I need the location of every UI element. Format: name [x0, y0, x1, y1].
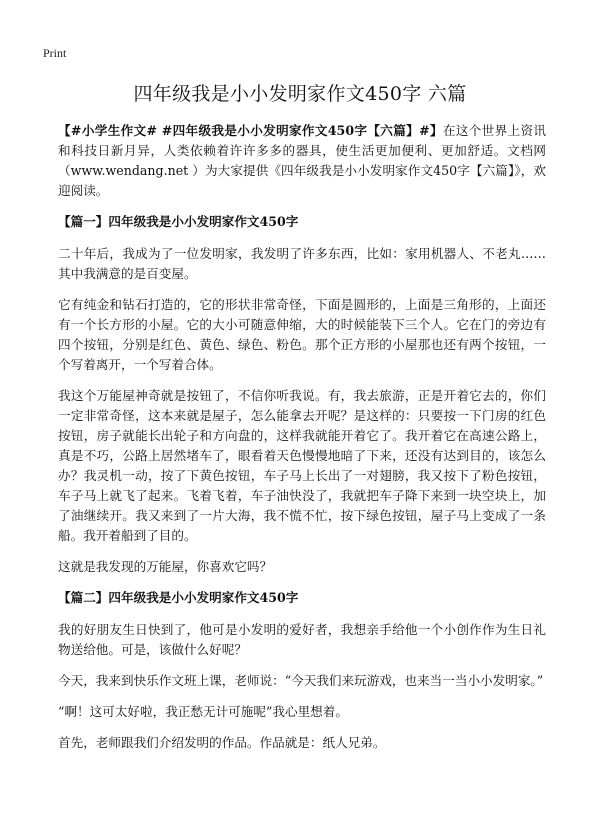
intro-paragraph — [58, 121, 546, 201]
paragraph: 我这个万能屋神奇就是按钮了，不信你听我说。有，我去旅游，正是开着它去的，你们一定非常奇怪，这本来就是屋子，怎么能拿去开呢？是这样的：只要按一下门房的红色按钮，房子就能长出轮子和方向盘的，这样我就能开着它了。我开着它在高速公路上，真是不巧，公路上居然堵车了，眼看着天色慢慢地暗了下来，还没有达到目的，该怎么办？我灵机一动，按了下黄色按钮，车子马上长出了一对翅膀，我又按下了粉色按钮，车子马上就飞了起来。飞着飞着，车子油快没了，我就把车子降下来到一块空块上，加了油继续开。我又来到了一片大海，我不慌不忙，按下绿色按钮，屋子马上变成了一条船。我开着船到了目的。 — [58, 388, 546, 543]
paragraph: 我的好朋友生日快到了，他可是小发明的爱好者，我想亲手给他一个小创作作为生日礼物送给他。可是，该做什么好呢？ — [58, 622, 546, 657]
document-title: 四年级我是小小发明家作文450字 六篇 — [133, 83, 467, 105]
paragraph: 这就是我发现的万能屋，你喜欢它吗？ — [58, 559, 273, 574]
paragraph: 它有纯金和钻石打造的，它的形状非常奇怪，下面是圆形的，上面是三角形的，上面还有一个长方形的小屋。它的大小可随意伸缩，大的时候能装下三个人。它在门的旁边有四个按钮，分别是红色、黄色、绿色、粉色。那个正方形的小屋那也还有两个按钮，一个写着离开，一个写着合体。 — [58, 297, 546, 372]
intro-text: 在这个世界上资讯和科技日新月异，人类依赖着许许多多的器具，使生活更加便利、更加舒适。文档网（www.wendang.net ）为大家提供《四年级我是小小发明家作文450字【六篇】》，欢迎阅读。 — [58, 123, 546, 198]
paragraph: 首先，老师跟我们介绍发明的作品。作品就是：纸人兄弟。 — [58, 735, 386, 750]
paragraph: “啊！这可太好啦，我正愁无计可施呢”我心里想着。 — [58, 704, 348, 719]
section-heading-2: 【篇二】四年级我是小小发明家作文450字 — [58, 590, 299, 605]
paragraph: 二十年后，我成为了一位发明家，我发明了许多东西，比如：家用机器人、不老丸……其中我满意的是百变屋。 — [58, 246, 546, 281]
intro-lead: 【#小学生作文# #四年级我是小小发明家作文450字【六篇】#】 — [58, 123, 443, 138]
section-heading-1: 【篇一】四年级我是小小发明家作文450字 — [58, 214, 299, 229]
document-body — [58, 121, 546, 764]
paragraph: 今天，我来到快乐作文班上课，老师说：“今天我们来玩游戏，也来当一当小小发明家。” — [58, 673, 544, 688]
print-link[interactable]: Print — [43, 46, 67, 60]
